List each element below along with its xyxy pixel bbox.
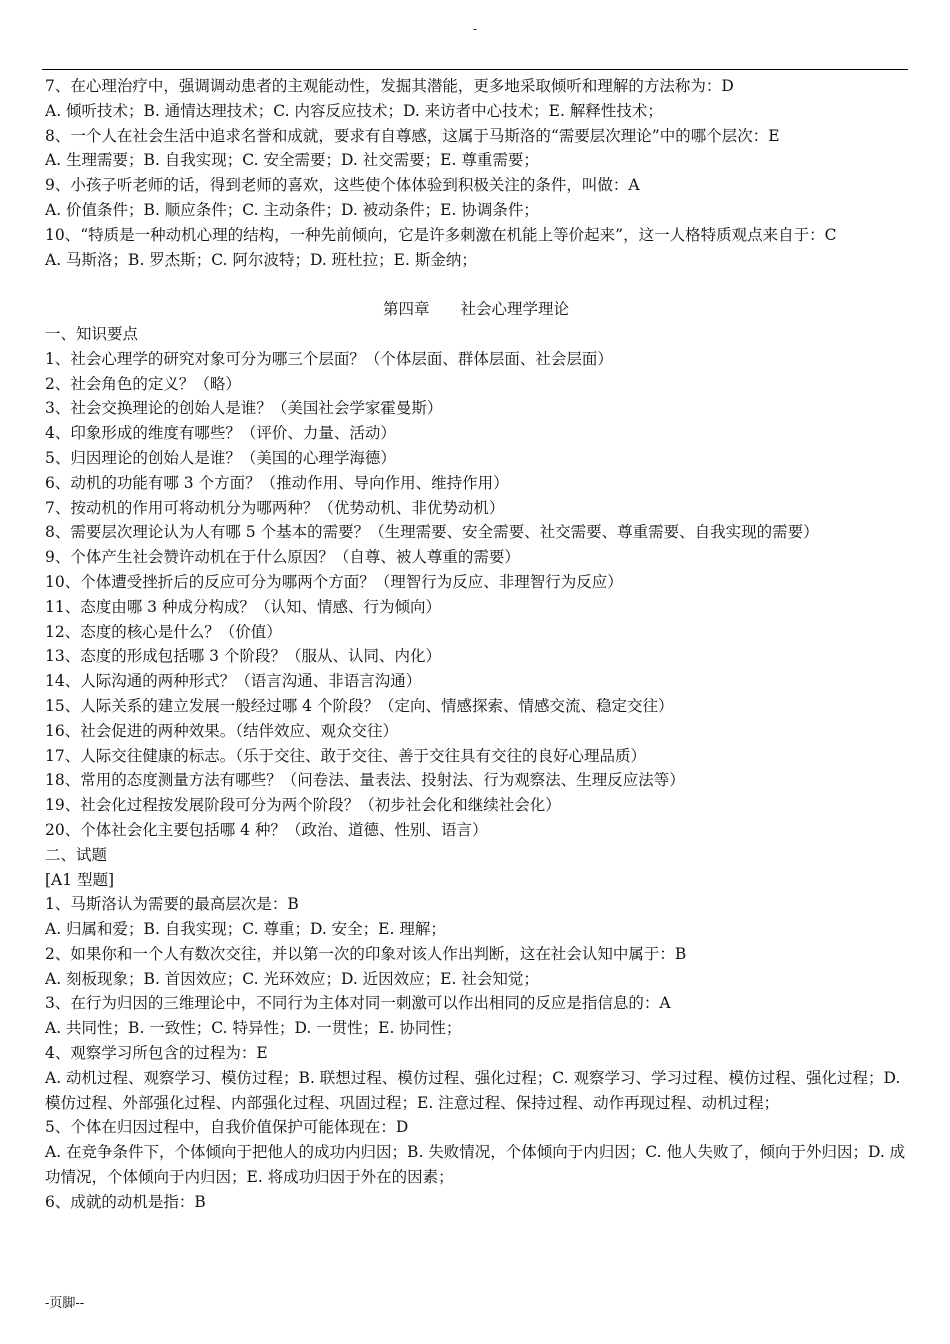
knowledge-item: 6、动机的功能有哪 3 个方面？（推动作用、导向作用、维持作用） [45, 473, 509, 492]
knowledge-item: 4、印象形成的维度有哪些？（评价、力量、活动） [45, 424, 396, 443]
knowledge-item: 13、态度的形成包括哪 3 个阶段？（服从、认同、内化） [45, 647, 441, 666]
question-line: 6、成就的动机是指：B [45, 1192, 206, 1211]
knowledge-list [45, 347, 907, 843]
answer-options: A. 在竞争条件下，个体倾向于把他人的成功内归因；B. 失败情况，个体倾向于内归因；C. 他人失败了，倾向于外归因；D. 成功情况，个体倾向于内归因；E. 将成功归因于外在的因素； [45, 1143, 906, 1187]
knowledge-item: 15、人际关系的建立发展一般经过哪 4 个阶段？（定向、情感探索、情感交流、稳定交往） [45, 696, 674, 715]
question-type-label: [A1 型题] [45, 870, 115, 889]
knowledge-item: 18、常用的态度测量方法有哪些？（问卷法、量表法、投射法、行为观察法、生理反应法等） [45, 771, 685, 790]
question-line: 3、在行为归因的三维理论中，不同行为主体对同一刺激可以作出相同的反应是指信息的：A [45, 994, 671, 1013]
document-body [45, 74, 907, 1215]
answer-options: A. 共同性；B. 一致性；C. 特异性；D. 一贯性；E. 协同性； [45, 1019, 462, 1038]
answer-options: A. 归属和爱；B. 自我实现；C. 尊重；D. 安全；E. 理解； [45, 920, 446, 939]
answer-options: A. 动机过程、观察学习、模仿过程；B. 联想过程、模仿过程、强化过程；C. 观察学习、学习过程、模仿过程、强化过程；D. 模仿过程、外部强化过程、内部强化过程、巩固过程；E. 注意过程、保持过程、动作再现过程、动机过程； [45, 1068, 901, 1112]
knowledge-item: 16、社会促进的两种效果。（结伴效应、观众交往） [45, 721, 398, 740]
question-line: 5、个体在归因过程中，自我价值保护可能体现在：D [45, 1118, 409, 1137]
question-line: 9、小孩子听老师的话，得到老师的喜欢，这些使个体体验到积极关注的条件，叫做：A [45, 176, 640, 195]
knowledge-item: 17、人际交往健康的标志。（乐于交往、敢于交往、善于交往具有交往的良好心理品质） [45, 746, 646, 765]
knowledge-item: 14、人际沟通的两种形式？（语言沟通、非语言沟通） [45, 672, 422, 691]
question-line: 4、观察学习所包含的过程为：E [45, 1044, 268, 1063]
answer-options: A. 刻板现象；B. 首因效应；C. 光环效应；D. 近因效应；E. 社会知觉； [45, 969, 539, 988]
exam-heading: 二、试题 [45, 845, 108, 864]
question-line: 10、“特质是一种动机心理的结构，一种先前倾向，它是许多刺激在机能上等价起来”，这一人格特质观点来自于：C [45, 225, 837, 244]
knowledge-item: 3、社会交换理论的创始人是谁？（美国社会学家霍曼斯） [45, 399, 443, 418]
header-mark: - [472, 22, 478, 36]
knowledge-item: 5、归因理论的创始人是谁？（美国的心理学海德） [45, 448, 396, 467]
knowledge-item: 20、个体社会化主要包括哪 4 种？（政治、道德、性别、语言） [45, 820, 488, 839]
knowledge-item: 11、态度由哪 3 种成分构成？（认知、情感、行为倾向） [45, 597, 441, 616]
knowledge-item: 7、按动机的作用可将动机分为哪两种？（优势动机、非优势动机） [45, 498, 505, 517]
knowledge-item: 19、社会化过程按发展阶段可分为两个阶段？（初步社会化和继续社会化） [45, 796, 561, 815]
knowledge-item: 12、态度的核心是什么？（价值） [45, 622, 282, 641]
header-rule [42, 69, 908, 70]
question-line: 2、如果你和一个人有数次交往，并以第一次的印象对该人作出判断，这在社会认知中属于：B [45, 944, 687, 963]
question-line: 8、一个人在社会生活中追求名誉和成就，要求有自尊感，这属于马斯洛的“需要层次理论”中的哪个层次：E [45, 126, 780, 145]
knowledge-heading: 一、知识要点 [45, 324, 139, 343]
question-line: 7、在心理治疗中，强调调动患者的主观能动性，发掘其潜能，更多地采取倾听和理解的方法称为：D [45, 77, 734, 95]
answer-options: A. 价值条件；B. 顺应条件；C. 主动条件；D. 被动条件；E. 协调条件； [45, 200, 539, 219]
knowledge-item: 9、个体产生社会赞许动机在于什么原因？（自尊、被人尊重的需要） [45, 548, 520, 567]
knowledge-item: 2、社会角色的定义？（略） [45, 374, 241, 393]
exam-list [45, 892, 907, 1214]
knowledge-item: 10、个体遭受挫折后的反应可分为哪两个方面？（理智行为反应、非理智行为反应） [45, 572, 623, 591]
knowledge-item: 1、社会心理学的研究对象可分为哪三个层面？（个体层面、群体层面、社会层面） [45, 349, 613, 368]
answer-options: A. 马斯洛；B. 罗杰斯；C. 阿尔波特；D. 班杜拉；E. 斯金纳； [45, 250, 477, 269]
question-line: 1、马斯洛认为需要的最高层次是：B [45, 895, 299, 914]
blank-line [45, 272, 907, 297]
knowledge-item: 8、需要层次理论认为人有哪 5 个基本的需要？（生理需要、安全需要、社交需要、尊重需要、自我实现的需要） [45, 523, 819, 542]
answer-options: A. 倾听技术；B. 通情达理技术；C. 内容反应技术；D. 来访者中心技术；E. 解释性技术； [45, 101, 663, 120]
answer-options: A. 生理需要；B. 自我实现；C. 安全需要；D. 社交需要；E. 尊重需要； [45, 151, 539, 170]
page-footer: -页脚-- [45, 1296, 85, 1311]
chapter-title: 第四章 社会心理学理论 [382, 300, 569, 319]
top-questions [45, 74, 907, 272]
